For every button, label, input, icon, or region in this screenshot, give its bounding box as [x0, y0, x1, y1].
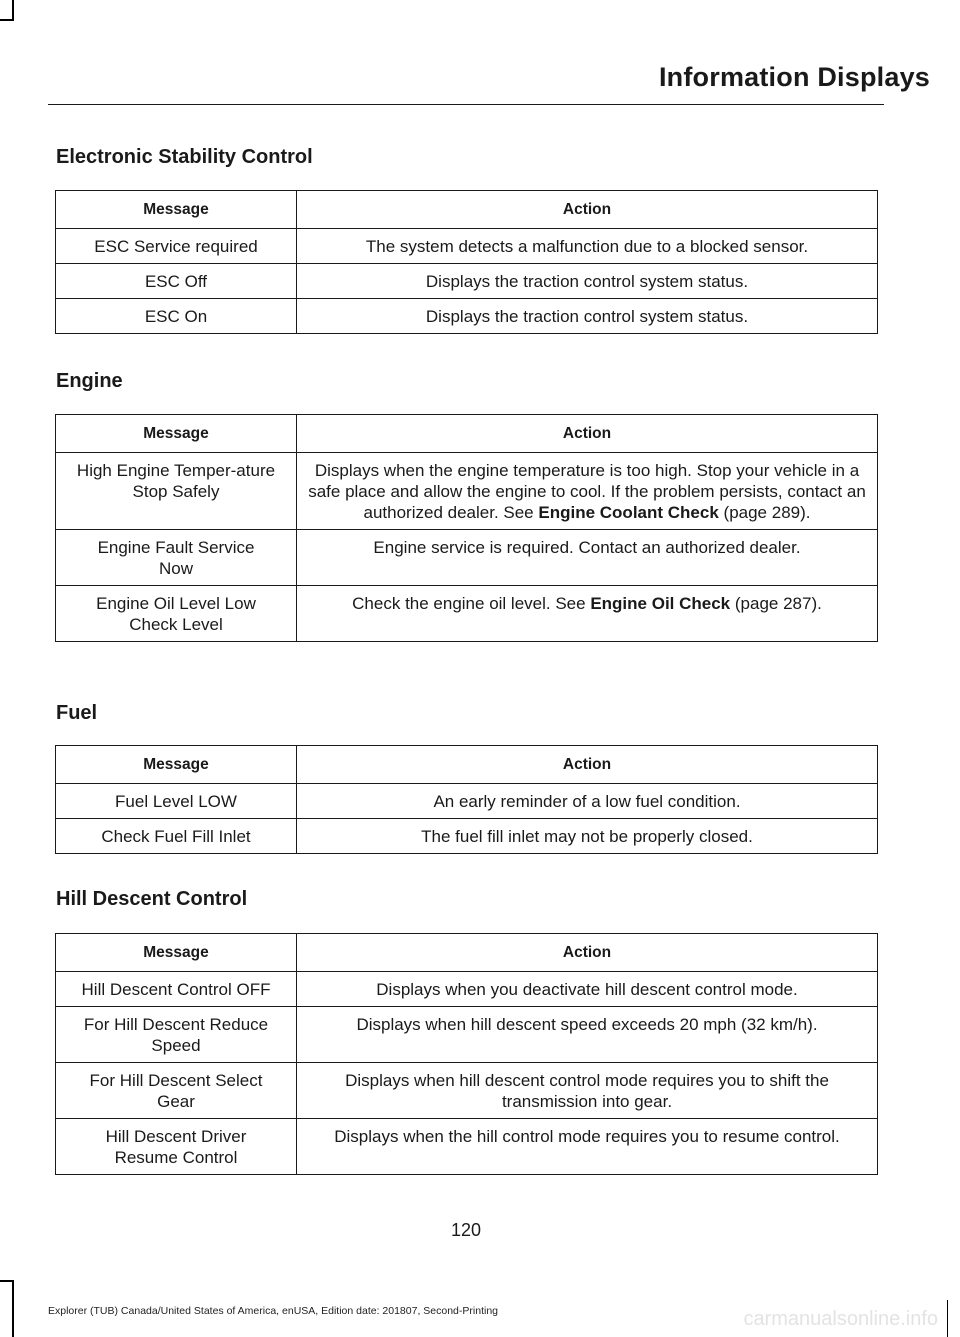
message-cell: Engine Fault Service Now [56, 530, 297, 586]
section-title-engine: Engine [56, 370, 123, 392]
action-cell: Displays the traction control system status. [297, 264, 878, 299]
message-cell: ESC Off [56, 264, 297, 299]
table-row [56, 264, 878, 299]
crop-mark [12, 1280, 14, 1337]
action-cell: The system detects a malfunction due to a blocked sensor. [297, 229, 878, 264]
table-header-row [56, 415, 878, 453]
message-cell: High Engine Temper-ature Stop Safely [56, 453, 297, 530]
action-column-header: Action [297, 934, 878, 972]
engine-messages-table [55, 414, 878, 642]
message-cell: For Hill Descent Reduce Speed [56, 1007, 297, 1063]
table-header-row [56, 934, 878, 972]
header-rule [48, 104, 884, 105]
action-cell [297, 586, 878, 642]
crop-mark [12, 0, 14, 20]
table-row [56, 1007, 878, 1063]
section-title-fuel: Fuel [56, 702, 98, 724]
action-cell: Displays when hill descent speed exceeds 20 mph (32 km/h). [297, 1007, 878, 1063]
action-cell: Displays when the hill control mode requires you to resume control. [297, 1119, 878, 1175]
engine-oil-check-link[interactable]: Engine Oil Check [590, 594, 731, 613]
fuel-messages-table [55, 745, 878, 854]
table-row [56, 784, 878, 819]
section-title-hill-descent: Hill Descent Control [56, 888, 248, 910]
action-column-header: Action [297, 746, 878, 784]
table-row [56, 1119, 878, 1175]
message-cell: Check Fuel Fill Inlet [56, 819, 297, 854]
action-cell: Engine service is required. Contact an authorized dealer. [297, 530, 878, 586]
action-cell: An early reminder of a low fuel condition. [297, 784, 878, 819]
section-title-esc: Electronic Stability Control [56, 146, 313, 168]
message-cell: For Hill Descent Select Gear [56, 1063, 297, 1119]
hill-descent-messages-table [55, 933, 878, 1175]
table-row [56, 1063, 878, 1119]
action-text: Check the engine oil level. See [352, 594, 586, 613]
action-cell [297, 453, 878, 530]
table-header-row [56, 191, 878, 229]
table-header-row [56, 746, 878, 784]
action-column-header: Action [297, 415, 878, 453]
message-cell: Engine Oil Level Low Check Level [56, 586, 297, 642]
action-column-header: Action [297, 191, 878, 229]
action-cell: Displays when hill descent control mode requires you to shift the transmission into gear. [297, 1063, 878, 1119]
table-row [56, 586, 878, 642]
footer-edition-info: Explorer (TUB) Canada/United States of America, enUSA, Edition date: 201807, Second-Printing [48, 1305, 498, 1317]
table-row [56, 299, 878, 334]
message-column-header: Message [56, 191, 297, 229]
message-cell: Fuel Level LOW [56, 784, 297, 819]
table-row [56, 453, 878, 530]
table-row [56, 972, 878, 1007]
message-cell: Hill Descent Driver Resume Control [56, 1119, 297, 1175]
table-row [56, 819, 878, 854]
message-column-header: Message [56, 746, 297, 784]
page-reference: (page 289). [723, 503, 811, 522]
message-column-header: Message [56, 415, 297, 453]
page-reference: (page 287). [734, 594, 822, 613]
page-number: 120 [450, 1220, 482, 1240]
message-cell: Hill Descent Control OFF [56, 972, 297, 1007]
table-row [56, 229, 878, 264]
esc-messages-table [55, 190, 878, 334]
action-cell: The fuel fill inlet may not be properly closed. [297, 819, 878, 854]
action-cell: Displays the traction control system status. [297, 299, 878, 334]
action-cell: Displays when you deactivate hill descent control mode. [297, 972, 878, 1007]
message-column-header: Message [56, 934, 297, 972]
engine-coolant-check-link[interactable]: Engine Coolant Check [538, 503, 719, 522]
crop-mark [0, 1280, 14, 1282]
page-header-title: Information Displays [658, 62, 930, 92]
message-cell: ESC On [56, 299, 297, 334]
watermark: carmanualsonline.info [743, 1308, 938, 1330]
message-cell: ESC Service required [56, 229, 297, 264]
action-text: Displays when the engine temperature is too high. Stop your vehicle in a safe place and allow the engine to cool. If the problem persists, contact an authorized dealer. See [308, 461, 866, 522]
crop-mark [0, 19, 14, 21]
crop-mark [947, 1300, 949, 1337]
table-row [56, 530, 878, 586]
